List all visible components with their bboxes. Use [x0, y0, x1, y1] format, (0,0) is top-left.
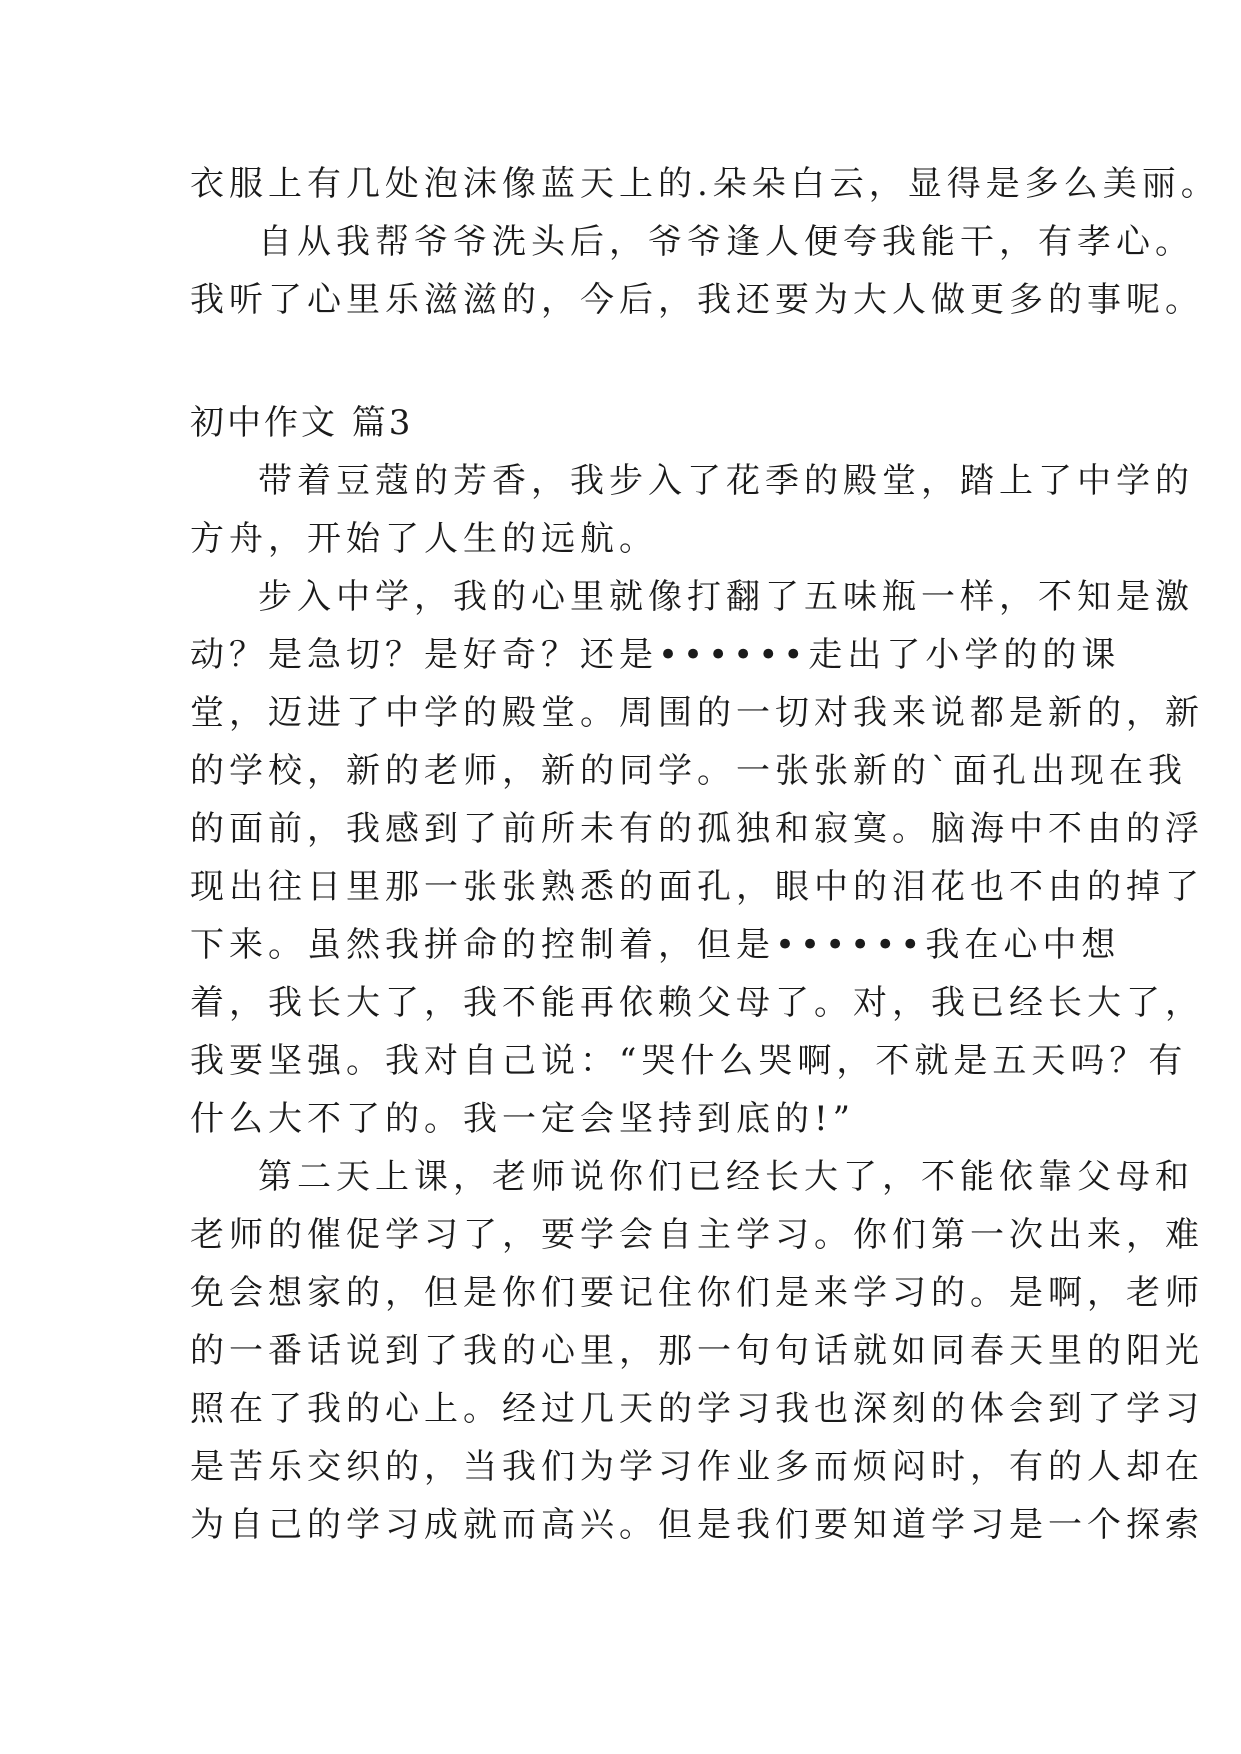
text-line: 我要坚强。我对自己说：“哭什么哭啊，不就是五天吗？有	[190, 1041, 1188, 1081]
text-line: 的面前，我感到了前所未有的孤独和寂寞。脑海中不由的浮	[190, 809, 1204, 849]
text-line: 着，我长大了，我不能再依赖父母了。对，我已经长大了，	[190, 983, 1204, 1023]
text-line: 的学校，新的老师，新的同学。一张张新的`面孔出现在我	[190, 751, 1187, 791]
text-line: 照在了我的心上。经过几天的学习我也深刻的体会到了学习	[190, 1389, 1204, 1429]
text-line: 我听了心里乐滋滋的，今后，我还要为大人做更多的事呢。	[190, 280, 1204, 320]
section-heading: 初中作文 篇3	[190, 403, 414, 443]
text-line: 老师的催促学习了，要学会自主学习。你们第一次出来，难	[190, 1215, 1204, 1255]
text-line: 自从我帮爷爷洗头后，爷爷逢人便夸我能干，有孝心。	[258, 222, 1194, 262]
text-line: 动？是急切？是好奇？还是••••••走出了小学的的课	[190, 635, 1121, 675]
text-line: 下来。虽然我拼命的控制着，但是••••••我在心中想	[190, 925, 1121, 965]
text-line: 免会想家的，但是你们要记住你们是来学习的。是啊，老师	[190, 1273, 1204, 1313]
text-line: 步入中学，我的心里就像打翻了五味瓶一样，不知是激	[258, 577, 1194, 617]
text-line: 方舟，开始了人生的远航。	[190, 519, 658, 559]
text-line: 现出往日里那一张张熟悉的面孔，眼中的泪花也不由的掉了	[190, 867, 1204, 907]
text-line: 第二天上课，老师说你们已经长大了，不能依靠父母和	[258, 1157, 1194, 1197]
text-line: 衣服上有几处泡沫像蓝天上的.朵朵白云，显得是多么美丽。	[190, 164, 1220, 204]
text-line: 是苦乐交织的，当我们为学习作业多而烦闷时，有的人却在	[190, 1447, 1204, 1487]
text-line: 什么大不了的。我一定会坚持到底的!”	[190, 1099, 856, 1139]
text-line: 为自己的学习成就而高兴。但是我们要知道学习是一个探索	[190, 1505, 1204, 1545]
text-line: 的一番话说到了我的心里，那一句句话就如同春天里的阳光	[190, 1331, 1204, 1371]
text-line: 堂，迈进了中学的殿堂。周围的一切对我来说都是新的，新	[190, 693, 1204, 733]
text-line: 带着豆蔻的芳香，我步入了花季的殿堂，踏上了中学的	[258, 461, 1194, 501]
